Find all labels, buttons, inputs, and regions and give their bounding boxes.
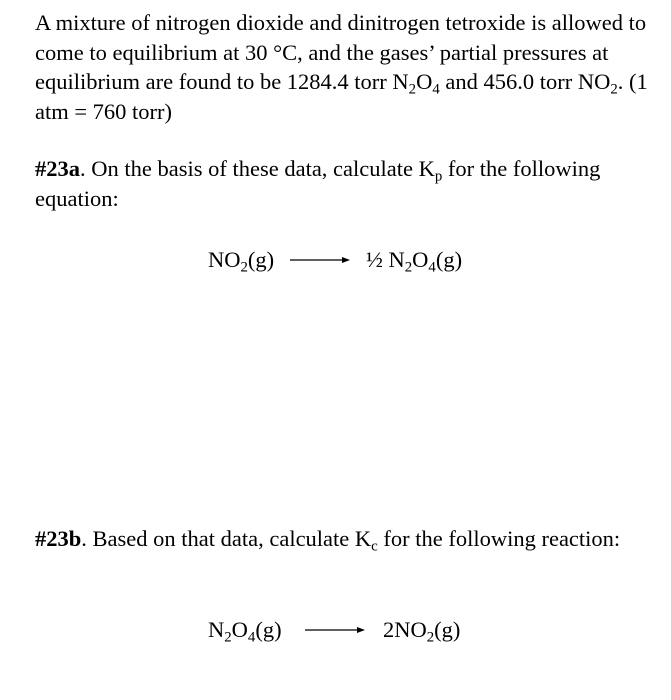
reaction-arrow-icon xyxy=(305,625,365,635)
problem-intro xyxy=(35,8,655,126)
eq-23b-left-sub1: 2 xyxy=(224,629,232,646)
intro-text-part3: . (1 atm = 760 torr) xyxy=(35,69,648,124)
eq-23b-right-state: (g) xyxy=(434,617,461,642)
n2o4-subscript-2: 2 xyxy=(408,81,417,98)
question-23b xyxy=(35,524,655,554)
question-23b-text2: for the following reaction: xyxy=(377,526,621,551)
eq-23a-right-sub2: 4 xyxy=(428,259,436,276)
eq-23b-right-sub: 2 xyxy=(426,629,435,646)
question-23a-text2: for the following equation: xyxy=(35,156,601,211)
eq-23a-left-state: (g) xyxy=(247,247,275,272)
question-23a-number: #23a xyxy=(35,156,80,181)
n2o4-subscript-4: 4 xyxy=(432,81,440,98)
n2o4-oxygen: O xyxy=(416,69,433,94)
reaction-arrow-icon xyxy=(290,255,350,265)
equation-23b-reactant xyxy=(208,615,282,644)
eq-23b-right-formula: 2NO xyxy=(383,617,427,642)
question-23b-number: #23b xyxy=(35,526,82,551)
question-23a xyxy=(35,154,655,213)
equation-23b-product xyxy=(383,615,460,644)
eq-23b-left-state: (g) xyxy=(255,617,282,642)
eq-23a-left-formula: NO xyxy=(208,247,241,272)
kc-subscript: c xyxy=(371,538,378,555)
eq-23a-right-state: (g) xyxy=(435,247,463,272)
eq-23a-left-sub: 2 xyxy=(240,259,248,276)
eq-23a-right-oxygen: O xyxy=(412,247,429,272)
eq-23a-right-formula: ½ N xyxy=(366,247,405,272)
equation-23a-reactant xyxy=(208,245,274,274)
eq-23b-left-oxygen: O xyxy=(231,617,248,642)
eq-23b-left-formula: N xyxy=(208,617,225,642)
eq-23b-left-sub2: 4 xyxy=(247,629,256,646)
intro-text-part1: A mixture of nitrogen dioxide and dinitrogen tetroxide is allowed to come to equilibrium at 30 °C, and the gases’ partial pressures at equilibrium are found to be 1284.4 torr N xyxy=(35,10,647,94)
no2-subscript-2: 2 xyxy=(610,81,618,98)
kp-subscript: p xyxy=(434,168,443,185)
intro-text-part2: and 456.0 torr NO xyxy=(439,69,611,94)
eq-23a-right-sub1: 2 xyxy=(404,259,413,276)
question-23a-text1: . On the basis of these data, calculate K xyxy=(80,156,435,181)
question-23b-text1: . Based on that data, calculate K xyxy=(81,526,372,551)
equation-23a-product xyxy=(366,245,462,274)
